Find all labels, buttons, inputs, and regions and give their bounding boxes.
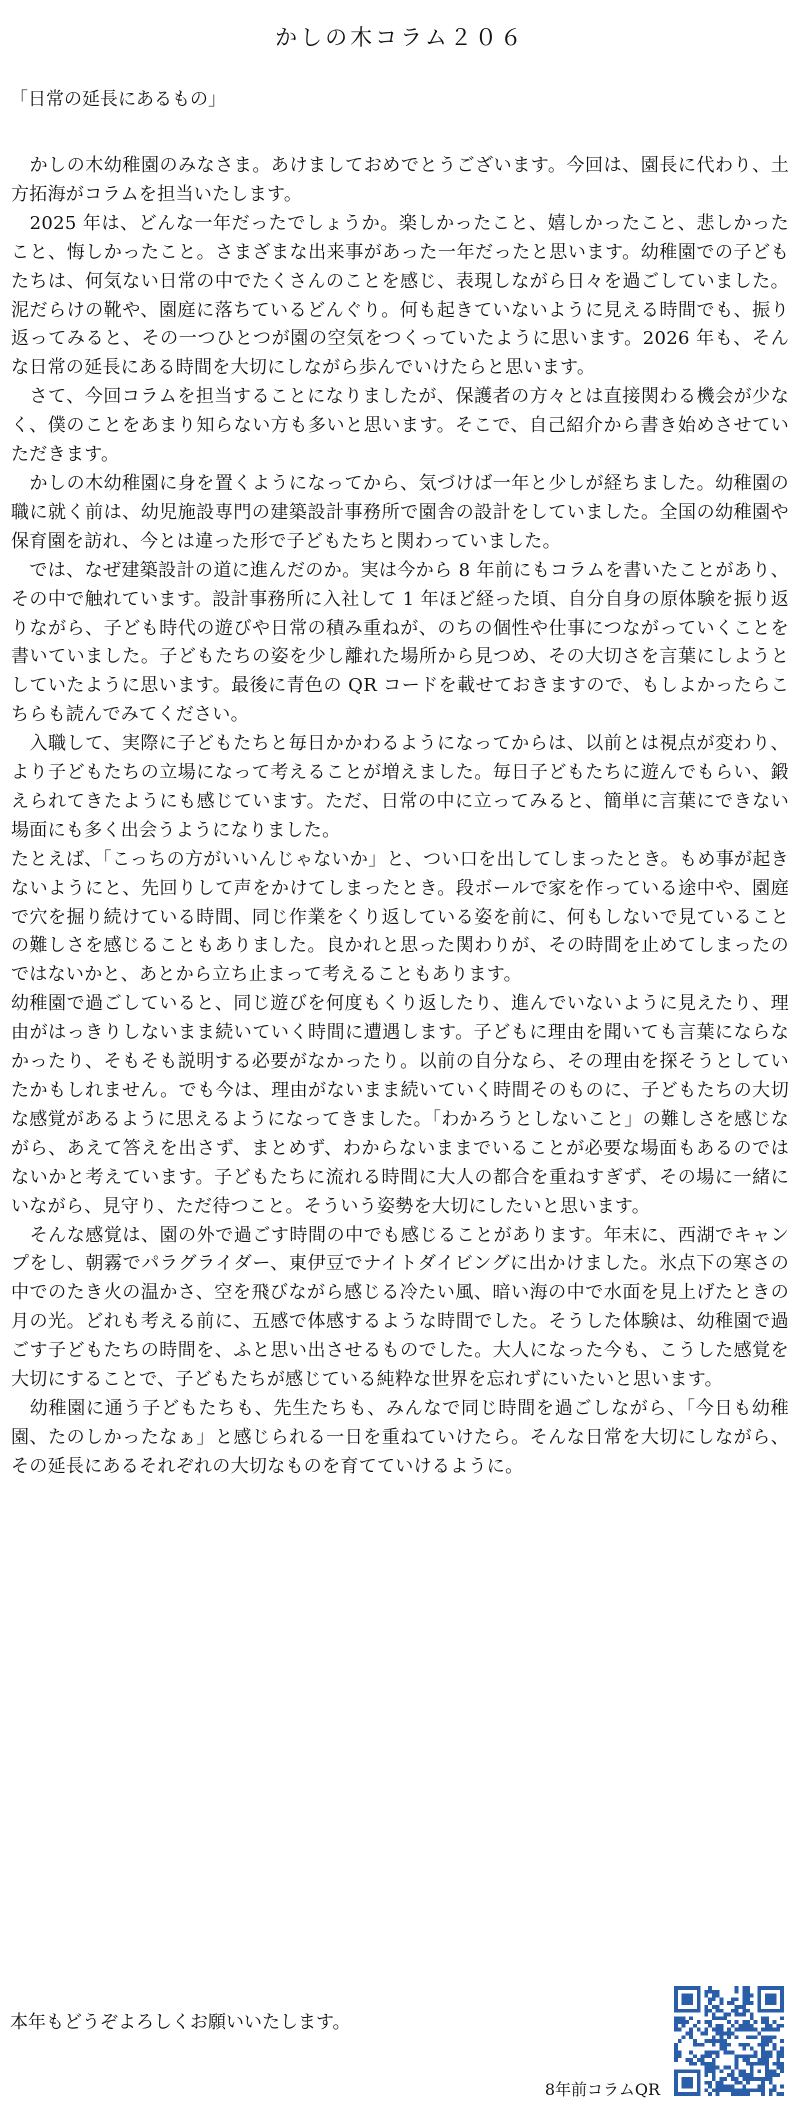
paragraph-7: たとえば、「こっちの方がいいんじゃないか」と、つい口を出してしまったとき。もめ事が起きないようにと、先回りして声をかけてしまったとき。段ボールで家を作っている途中や、園庭で穴を掘り続けている時間、同じ作業をくり返している姿を前に、何もしないで見ていることの難しさを感じることもありました。良かれと思った関わりが、その時間を止めてしまったのではないかと、あとから立ち止まって考えることもあります。: [11, 848, 789, 986]
paragraph-3: さて、今回コラムを担当することになりましたが、保護者の方々とは直接関わる機会が少なく、僕のことをあまり知らない方も多いと思います。そこで、自己紹介から書き始めさせていただきます。: [11, 386, 789, 466]
paragraph-1: かしの木幼稚園のみなさま。あけましておめでとうございます。今回は、園長に代わり、土方拓海がコラムを担当いたします。: [11, 155, 789, 205]
paragraph-6: 入職して、実際に子どもたちと毎日かかわるようになってからは、以前とは視点が変わり、より子どもたちの立場になって考えることが増えました。毎日子どもたちに遊んでもらい、鍛えられてきたようにも感じています。ただ、日常の中に立ってみると、簡単に言葉にできない場面にも多く出会うようになりました。: [11, 733, 789, 841]
paragraph-5: では、なぜ建築設計の道に進んだのか。実は今から 8 年前にもコラムを書いたことがあり、その中で触れています。設計事務所に入社して 1 年ほど経った頃、自分自身の原体験を振り返りながら、子ども時代の遊びや日常の積み重ねが、のちの個性や仕事につながっていくことを書いていました。子どもたちの姿を少し離れた場所から見つめ、その大切さを言葉にしようとしていたように思います。最後に青色の QR コードを載せておきますので、もしよかったらこちらも読んでみてください。: [11, 559, 789, 726]
paragraph-2: 2025 年は、どんな一年だったでしょうか。楽しかったこと、嬉しかったこと、悲しかったこと、悔しかったこと。さまざまな出来事があった一年だったと思います。幼稚園での子どもたちは、何気ない日常の中でたくさんのことを感じ、表現しながら日々を過ごしていました。泥だらけの靴や、園庭に落ちているどんぐり。何も起きていないように見える時間でも、振り返ってみると、その一つひとつが園の空気をつくっていたように思います。2026 年も、そんな日常の延長にある時間を大切にしながら歩んでいけたらと思います。: [11, 212, 789, 379]
paragraph-9: そんな感覚は、園の外で過ごす時間の中でも感じることがあります。年末に、西湖でキャンプをし、朝霧でパラグライダー、東伊豆でナイトダイビングに出かけました。氷点下の寒さの中でのたき火の温かさ、空を飛びながら感じる冷たい風、暗い海の中で水面を見上げたときの月の光。どれも考える前に、五感で体感するような時間でした。そうした体験は、幼稚園で過ごす子どもたちの時間を、ふと思い出させるものでした。大人になった今も、こうした感覚を大切にすることで、子どもたちが感じている純粋な世界を忘れずにいたいと思います。: [11, 1224, 789, 1391]
paragraph-10: 幼稚園に通う子どもたちも、先生たちも、みんなで同じ時間を過ごしながら、「今日も幼稚園、たのしかったなぁ」と感じられる一日を重ねていけたら。そんな日常を大切にしながら、その延長にあるそれぞれの大切なものを育てていけるように。: [11, 1397, 789, 1477]
paragraph-8: 幼稚園で過ごしていると、同じ遊びを何度もくり返したり、進んでいないように見えたり、理由がはっきりしないまま続いていく時間に遭遇します。子どもに理由を聞いても言葉にならなかったり、そもそも説明する必要がなかったり。以前の自分なら、その理由を探そうとしていたかもしれません。でも今は、理由がないまま続いていく時間そのものに、子どもたちの大切な感覚があるように思えるようになってきました。「わかろうとしないこと」の難しさを感じながら、あえて答えを出さず、まとめず、わからないままでいることが必要な場面もあるのではないかと考えています。子どもたちに流れる時間に大人の都合を重ねすぎず、その場に一緒にいながら、見守り、ただ待つこと。そういう姿勢を大切にしたいと思います。: [11, 993, 789, 1217]
qr-code-graphic: [674, 1986, 784, 2096]
column-heading: 「日常の延長にあるもの」: [10, 89, 226, 110]
qr-code-icon[interactable]: [674, 1986, 784, 2096]
qr-caption: 8年前コラムQR: [544, 2080, 660, 2099]
column-body: [11, 152, 789, 1482]
page-title: かしの木コラム２０６: [275, 26, 525, 51]
paragraph-4: かしの木幼稚園に身を置くようになってから、気づけば一年と少しが経ちました。幼稚園の職に就く前は、幼児施設専門の建築設計事務所で園舎の設計をしていました。全国の幼稚園や保育園を訪れ、今とは違った形で子どもたちと関わっていました。: [11, 472, 789, 552]
closing-line: 本年もどうぞよろしくお願いいたします。: [10, 2012, 351, 2033]
